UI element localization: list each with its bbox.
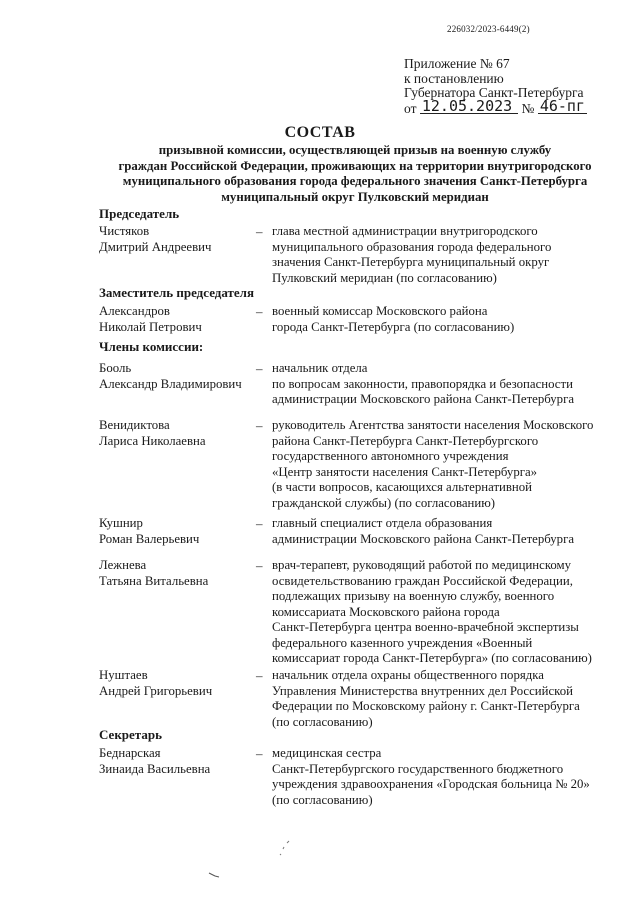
role-line: администрации Московского района Санкт-Петербурга <box>272 531 575 546</box>
role-line: руководитель Агентства занятости населения Московского <box>272 418 594 432</box>
role-line: начальник отдела <box>272 361 368 375</box>
subtitle-line: граждан Российской Федерации, проживающих на территории внутригородского <box>118 158 592 173</box>
role-line: (по согласованию) <box>272 714 373 729</box>
person-name <box>99 418 249 449</box>
subtitle-line: призывной комиссии, осуществляющей призыв на военную службу <box>158 143 552 157</box>
person-role <box>272 516 612 547</box>
role-line: начальник отдела охраны общественного порядка <box>272 668 544 682</box>
role-line: комиссариат города Санкт-Петербурга» (по согласованию) <box>272 651 592 665</box>
section-chairman: Председатель <box>99 206 180 221</box>
person-surname: Нуштаев <box>99 668 148 682</box>
decree-number: 46-пг <box>539 96 585 115</box>
person-surname: Кушнир <box>99 516 143 530</box>
person-given-names: Татьяна Витальевна <box>99 573 209 588</box>
person-surname: Венидиктова <box>99 418 170 432</box>
dash-separator: – <box>256 361 263 376</box>
person-role <box>272 558 612 667</box>
subtitle-line: муниципального образования города федерального значения Санкт-Петербурга <box>122 174 588 189</box>
role-line: гражданской службы) (по согласованию) <box>272 495 496 510</box>
person-name <box>99 558 249 589</box>
dash-separator: – <box>256 224 263 239</box>
dash-separator: – <box>256 516 263 531</box>
role-line: медицинская сестра <box>272 746 382 760</box>
document-title: СОСТАВ <box>284 124 356 141</box>
number-prefix: № <box>521 100 535 116</box>
document-number: 226032/2023-6449(2) <box>447 24 530 34</box>
person-surname: Чистяков <box>99 224 150 238</box>
person-given-names: Николай Петрович <box>99 319 202 334</box>
person-name <box>99 224 249 255</box>
scan-marks <box>195 835 305 885</box>
role-line: администрации Московского района Санкт-Петербурга <box>272 392 575 406</box>
role-line: района Санкт-Петербурга Санкт-Петербургского <box>272 433 539 448</box>
role-line: Санкт-Петербурга центра военно-врачебной экспертизы <box>272 620 579 634</box>
role-line: военный комиссар Московского района <box>272 304 488 318</box>
role-line: учреждения здравоохранения «Городская больница № 20» <box>272 777 590 791</box>
role-line: государственного автономного учреждения <box>272 449 509 463</box>
person-role <box>272 746 612 808</box>
dash-separator: – <box>256 746 263 761</box>
person-name <box>99 516 249 547</box>
person-surname: Лежнева <box>99 558 147 572</box>
appendix-date-line <box>404 96 587 117</box>
role-line: подлежащих призыву на военную службу, военного <box>272 589 555 603</box>
person-role <box>272 304 612 335</box>
person-given-names: Андрей Григорьевич <box>99 683 213 698</box>
person-role <box>272 361 612 408</box>
appendix-line-1: Приложение № 67 <box>404 56 510 71</box>
role-line: глава местной администрации внутригородского <box>272 224 538 238</box>
appendix-line-2: к постановлению <box>404 70 504 86</box>
dash-separator: – <box>256 558 263 573</box>
role-line: комиссариата Московского района города <box>272 604 500 619</box>
person-surname: Александров <box>99 304 170 318</box>
role-line: по вопросам законности, правопорядка и безопасности <box>272 376 573 391</box>
role-line: «Центр занятости населения Санкт-Петербурга» <box>272 464 538 479</box>
person-role <box>272 418 612 511</box>
role-line: Санкт-Петербургского государственного бюджетного <box>272 761 564 776</box>
person-given-names: Александр Владимирович <box>99 376 242 391</box>
person-name <box>99 668 249 699</box>
section-members: Члены комиссии: <box>99 339 204 354</box>
role-line: Пулковский меридиан (по согласованию) <box>272 270 497 285</box>
role-line: (по согласованию) <box>272 792 373 807</box>
person-surname: Беднарская <box>99 746 161 760</box>
person-role <box>272 224 612 286</box>
appendix-line-3: Губернатора Санкт-Петербурга <box>404 85 584 100</box>
role-line: Федерации по Московскому району г. Санкт-Петербурга <box>272 699 580 713</box>
subtitle-line: муниципальный округ Пулковский меридиан <box>221 189 489 204</box>
person-name <box>99 304 249 335</box>
dash-separator: – <box>256 304 263 319</box>
person-given-names: Зинаида Васильевна <box>99 761 211 776</box>
document-subtitle <box>90 143 620 205</box>
role-line: главный специалист отдела образования <box>272 516 493 530</box>
role-line: (в части вопросов, касающихся альтернативной <box>272 480 533 494</box>
role-line: города Санкт-Петербурга (по согласованию) <box>272 319 515 334</box>
person-role <box>272 668 612 730</box>
person-given-names: Лариса Николаевна <box>99 433 206 448</box>
role-line: Управления Министерства внутренних дел Российской <box>272 683 573 698</box>
appendix-block <box>404 57 587 116</box>
person-given-names: Дмитрий Андреевич <box>99 239 212 254</box>
person-given-names: Роман Валерьевич <box>99 531 200 546</box>
role-line: освидетельствованию граждан Российской Федерации, <box>272 573 573 588</box>
section-secretary: Секретарь <box>99 727 162 742</box>
role-line: федерального казенного учреждения «Военный <box>272 635 533 650</box>
role-line: муниципального образования города федерального <box>272 239 552 254</box>
decree-date: 12.05.2023 <box>420 99 518 114</box>
section-deputy: Заместитель председателя <box>99 285 255 300</box>
role-line: врач-терапевт, руководящий работой по медицинскому <box>272 558 572 572</box>
role-line: значения Санкт-Петербурга муниципальный округ <box>272 255 550 269</box>
person-name <box>99 746 249 777</box>
person-surname: Бооль <box>99 361 132 375</box>
dash-separator: – <box>256 668 263 683</box>
date-prefix: от <box>404 100 417 116</box>
dash-separator: – <box>256 418 263 433</box>
person-name <box>99 361 249 392</box>
